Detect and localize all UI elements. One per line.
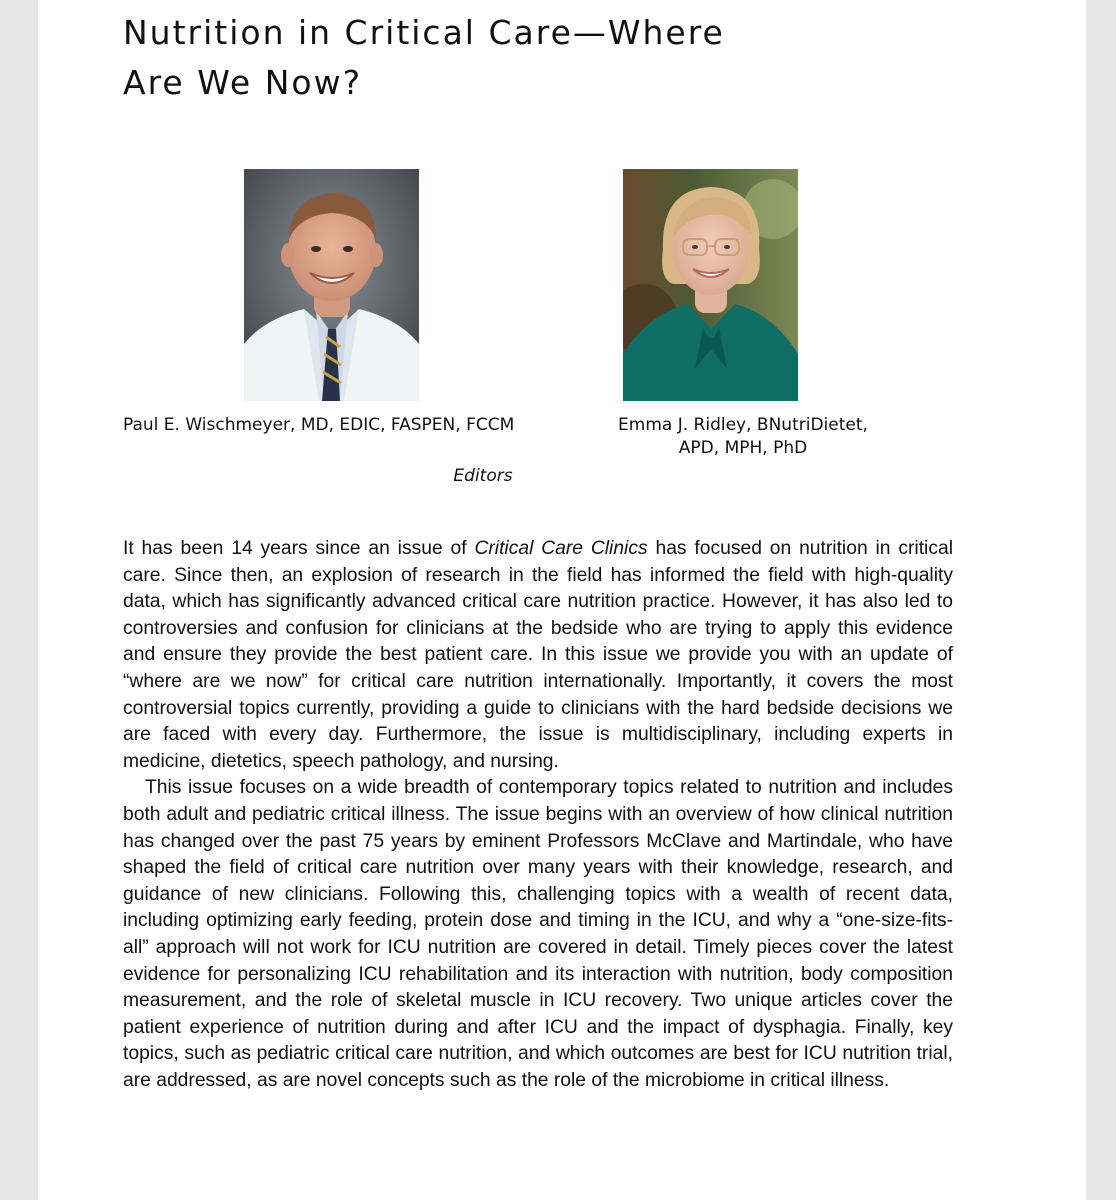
journal-name: Critical Care Clinics bbox=[474, 538, 648, 559]
body-paragraph-1-start: It has been 14 years since an issue of bbox=[123, 538, 475, 559]
portrait-woman-icon bbox=[623, 169, 798, 401]
document-page bbox=[38, 0, 1086, 1200]
body-paragraph-1-rest: has focused on nutrition in critical care. Since then, an explosion of research in the field has informed the field with high-quality data, which has significantly advanced critical care nutrition practice. However, it has also led to controversies and confusion for clinicians at the bedside who are trying to apply this evidence and ensure they provide the best patient care. In this issue we provide you with an update of “where are we now” for critical care nutrition internationally. Importantly, it covers the most controversial topics currently, providing a guide to clinicians with the hard bedside decisions we are faced with every day. Furthermore, the issue is multidisciplinary, including experts in medicine, dietetics, speech pathology, and nursing. bbox=[123, 538, 953, 772]
body-paragraph-2: This issue focuses on a wide breadth of contemporary topics related to nutrition and includes both adult and pediatric critical illness. The issue begins with an overview of how clinical nutrition has changed over the past 75 years by eminent Professors McClave and Martindale, who have shaped the field of critical care nutrition over many years with their knowledge, research, and guidance of new clinicians. Following this, challenging topics with a wealth of recent data, including optimizing early feeding, protein dose and timing in the ICU, and why a “one-size-fits-all” approach will not work for ICU nutrition are covered in detail. Timely pieces cover the latest evidence for personalizing ICU rehabilitation and its interaction with nutrition, body composition measurement, and the role of skeletal muscle in ICU recovery. Two unique articles cover the patient experience of nutrition during and after ICU and the impact of dysphagia. Finally, key topics, such as pediatric critical care nutrition, and which outcomes are best for ICU nutrition trial, are addressed, as are novel concepts such as the role of the microbiome in critical illness. bbox=[123, 777, 953, 1091]
article-title-line-1: Nutrition in Critical Care—Where bbox=[123, 13, 725, 52]
editor-right-name-line-1: Emma J. Ridley, BNutriDietet, bbox=[618, 415, 868, 435]
editors-label: Editors bbox=[453, 466, 513, 486]
body-paragraph-1 bbox=[123, 536, 953, 775]
editor-right-name-line-2: APD, MPH, PhD bbox=[678, 438, 808, 458]
article-body bbox=[123, 536, 953, 1094]
editor-left-name: Paul E. Wischmeyer, MD, EDIC, FASPEN, FCCM bbox=[123, 415, 515, 435]
article-title-line-2: Are We Now? bbox=[123, 63, 363, 102]
portrait-man-icon bbox=[244, 169, 419, 401]
article-title bbox=[123, 8, 883, 108]
editor-right-name bbox=[558, 414, 928, 460]
